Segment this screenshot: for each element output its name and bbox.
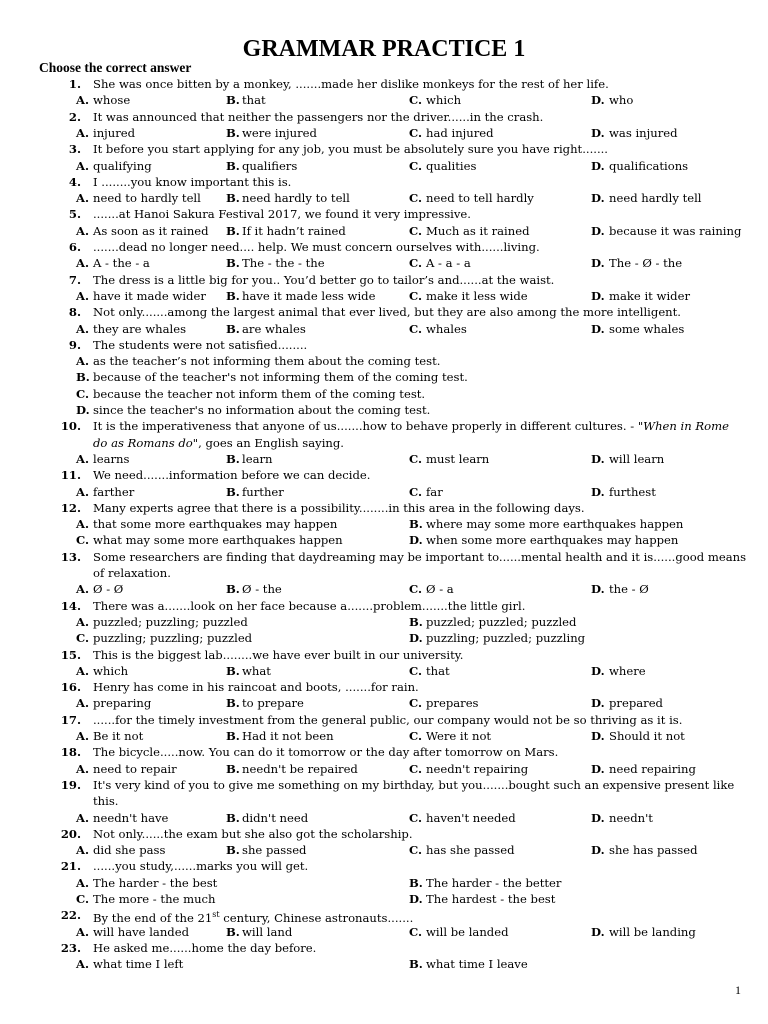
- option-letter: C.: [409, 484, 423, 499]
- option-letter: B.: [226, 321, 240, 336]
- option-letter: B.: [226, 810, 240, 825]
- option-letter: A.: [76, 517, 90, 532]
- option-text: puzzled; puzzling; puzzled: [93, 614, 248, 629]
- option-letter: C.: [409, 729, 423, 743]
- question-number: 15.: [60, 647, 81, 662]
- option-letter: B.: [226, 288, 240, 303]
- option-letter: C.: [409, 696, 423, 711]
- option-letter: B.: [409, 614, 423, 629]
- option-letter: D.: [409, 631, 423, 646]
- question-text: Many experts agree that there is a possibility........in this area in the following days.: [93, 500, 585, 515]
- option-letter: A.: [76, 321, 90, 336]
- option-text: haven't needed: [426, 810, 516, 825]
- option-text: which: [426, 93, 462, 108]
- option-text: make it wider: [609, 288, 690, 303]
- option-letter: A.: [76, 924, 90, 939]
- option-letter: A.: [76, 810, 90, 825]
- option-text: she passed: [242, 843, 307, 858]
- option-text: that some more earthquakes may happen: [93, 517, 338, 532]
- option-text: had injured: [426, 125, 494, 140]
- option-text: because of the teacher's not informing them of the coming test.: [93, 370, 468, 385]
- option-text: will be landing: [609, 924, 696, 939]
- option-letter: C.: [76, 631, 90, 646]
- option-text: that: [426, 663, 450, 678]
- option-text: have it made wider: [93, 288, 206, 303]
- option-text: furthest: [609, 484, 656, 499]
- question-number: 2.: [68, 109, 81, 124]
- option-letter: D.: [591, 93, 605, 108]
- option-text: she has passed: [609, 843, 698, 858]
- option-letter: C.: [409, 321, 423, 336]
- option-letter: A.: [76, 223, 90, 238]
- option-text: Ø - Ø: [93, 582, 124, 597]
- option-letter: B.: [226, 761, 240, 776]
- option-text: did she pass: [93, 843, 166, 858]
- option-text: farther: [93, 484, 135, 499]
- option-text: The harder - the better: [426, 875, 562, 890]
- option-letter: D.: [409, 892, 423, 906]
- option-text: further: [242, 484, 284, 499]
- option-text: make it less wide: [426, 288, 528, 303]
- question-number: 5.: [68, 207, 81, 222]
- option-text: need to repair: [93, 761, 177, 776]
- option-text: preparing: [93, 696, 152, 711]
- option-letter: D.: [591, 321, 605, 336]
- page-title: GRAMMAR PRACTICE 1: [242, 36, 526, 62]
- option-text: The hardest - the best: [426, 892, 556, 906]
- question-number: 12.: [60, 500, 81, 515]
- question-number: 18.: [60, 745, 81, 760]
- question-number: 22.: [60, 908, 81, 923]
- option-letter: A.: [76, 354, 90, 369]
- option-text: Be it not: [93, 729, 144, 743]
- option-text: needn't: [609, 810, 653, 825]
- question-number: 7.: [68, 272, 81, 287]
- option-letter: B.: [76, 370, 90, 385]
- option-letter: B.: [226, 484, 240, 499]
- option-text: Ø - a: [426, 582, 454, 597]
- option-letter: B.: [409, 517, 423, 532]
- option-letter: A.: [76, 761, 90, 776]
- question-number: 10.: [60, 419, 81, 434]
- question-text: It's very kind of you to give me something on my birthday, but you.......bought such an expensive present like: [93, 777, 735, 792]
- option-text: prepared: [609, 696, 663, 711]
- option-text: The more - the much: [93, 892, 216, 906]
- option-text: as the teacher’s not informing them about the coming test.: [93, 354, 441, 369]
- question-text: By the end of the 21st century, Chinese astronauts.......: [93, 910, 414, 926]
- question-text: ......you study,......marks you will get.: [93, 859, 309, 874]
- page-number: 1: [735, 983, 741, 997]
- option-letter: C.: [409, 843, 423, 858]
- option-letter: A.: [76, 957, 90, 972]
- option-letter: D.: [76, 403, 90, 417]
- option-letter: A.: [76, 582, 90, 597]
- option-letter: C.: [409, 451, 423, 466]
- option-text: qualifying: [93, 158, 152, 173]
- option-letter: C.: [409, 663, 423, 678]
- option-letter: A.: [76, 288, 90, 303]
- option-letter: B.: [226, 125, 240, 140]
- option-letter: C.: [76, 892, 90, 906]
- option-text: must learn: [426, 451, 490, 466]
- option-text: have it made less wide: [242, 288, 376, 303]
- question-number: 21.: [60, 859, 81, 874]
- option-letter: D.: [591, 582, 605, 597]
- option-letter: C.: [409, 810, 423, 825]
- option-text: need hardly tell: [609, 191, 702, 206]
- option-letter: D.: [591, 663, 605, 678]
- option-letter: B.: [409, 875, 423, 890]
- option-letter: D.: [591, 451, 605, 466]
- question-number: 9.: [68, 337, 81, 352]
- option-text: qualifications: [609, 158, 689, 173]
- question-text: The bicycle.....now. You can do it tomorrow or the day after tomorrow on Mars.: [93, 745, 559, 760]
- question-number: 13.: [60, 549, 81, 564]
- option-text: need to tell hardly: [426, 191, 534, 206]
- option-text: As soon as it rained: [93, 223, 209, 238]
- question-text: There was a.......look on her face because a.......problem.......the little girl.: [93, 598, 526, 613]
- option-text: needn't have: [93, 810, 169, 825]
- option-text: since the teacher's no information about the coming test.: [93, 403, 431, 417]
- option-letter: B.: [226, 191, 240, 206]
- question-text: He asked me......home the day before.: [93, 940, 317, 955]
- question-text: Henry has come in his raincoat and boots, .......for rain.: [93, 680, 419, 695]
- option-text: are whales: [242, 321, 306, 336]
- option-text: puzzling; puzzling; puzzled: [93, 631, 253, 646]
- question-number: 1.: [68, 77, 81, 91]
- option-letter: B.: [226, 451, 240, 466]
- option-text: will have landed: [93, 924, 189, 939]
- option-text: A - a - a: [426, 256, 471, 271]
- option-letter: D.: [591, 810, 605, 825]
- option-letter: B.: [226, 924, 240, 939]
- option-text: qualifiers: [242, 158, 298, 173]
- option-text: will be landed: [426, 924, 509, 939]
- option-text: need hardly to tell: [242, 191, 350, 206]
- question-text: It is the imperativeness that anyone of us.......how to behave properly in different cultures. - "When in Rome: [93, 419, 729, 434]
- option-letter: A.: [76, 256, 90, 271]
- section-heading: Choose the correct answer: [39, 60, 192, 75]
- option-letter: D.: [591, 158, 605, 173]
- question-text: I ........you know important this is.: [93, 174, 292, 189]
- option-text: has she passed: [426, 843, 515, 858]
- option-text: Should it not: [609, 729, 685, 743]
- option-letter: C.: [76, 533, 90, 548]
- option-text: because it was raining: [609, 223, 742, 238]
- option-letter: D.: [591, 843, 605, 858]
- option-text: need repairing: [609, 761, 696, 776]
- option-text: because the teacher not inform them of the coming test.: [93, 386, 426, 401]
- option-text: when some more earthquakes may happen: [426, 533, 679, 548]
- option-letter: C.: [409, 924, 423, 939]
- option-text: A - the - a: [93, 256, 150, 271]
- option-letter: B.: [226, 256, 240, 271]
- option-letter: B.: [226, 729, 240, 743]
- option-text: what time I leave: [426, 957, 528, 972]
- option-letter: D.: [591, 761, 605, 776]
- option-letter: D.: [591, 223, 605, 238]
- option-letter: A.: [76, 158, 90, 173]
- question-text: This is the biggest lab........we have ever built in our university.: [93, 647, 464, 662]
- option-text: The - Ø - the: [609, 256, 683, 271]
- option-letter: B.: [226, 158, 240, 173]
- question-text: Some researchers are finding that daydreaming may be important to......mental health and it is......good means: [93, 549, 747, 564]
- question-text: Not only......the exam but she also got the scholarship.: [93, 826, 413, 841]
- option-text: what: [242, 663, 271, 678]
- question-text: .......at Hanoi Sakura Festival 2017, we found it very impressive.: [93, 207, 471, 222]
- option-text: what time I left: [93, 957, 184, 972]
- question-text: It before you start applying for any job, you must be absolutely sure you have right.......: [93, 142, 608, 157]
- option-letter: A.: [76, 875, 90, 890]
- question-number: 4.: [68, 174, 81, 189]
- option-letter: D.: [591, 288, 605, 303]
- question-number: 20.: [60, 826, 81, 841]
- option-text: learn: [242, 451, 273, 466]
- option-letter: B.: [226, 582, 240, 597]
- option-text: which: [93, 663, 129, 678]
- option-letter: A.: [76, 191, 90, 206]
- question-text: of relaxation.: [93, 565, 171, 580]
- option-letter: A.: [76, 843, 90, 858]
- option-text: learns: [93, 451, 130, 466]
- option-letter: A.: [76, 614, 90, 629]
- question-number: 6.: [68, 240, 81, 254]
- option-letter: C.: [409, 158, 423, 173]
- option-text: The - the - the: [242, 256, 325, 271]
- option-letter: A.: [76, 125, 90, 140]
- option-text: who: [609, 93, 634, 108]
- option-text: Ø - the: [242, 582, 282, 597]
- option-text: what may some more earthquakes happen: [93, 533, 343, 548]
- option-letter: A.: [76, 663, 90, 678]
- option-letter: A.: [76, 729, 90, 743]
- option-letter: D.: [591, 256, 605, 271]
- option-text: that: [242, 93, 266, 108]
- option-text: If it hadn’t rained: [242, 223, 346, 238]
- option-letter: B.: [409, 957, 423, 972]
- option-letter: B.: [226, 663, 240, 678]
- option-letter: C.: [409, 93, 423, 108]
- option-letter: C.: [409, 761, 423, 776]
- option-letter: B.: [226, 93, 240, 108]
- option-text: where may some more earthquakes happen: [426, 517, 684, 532]
- option-letter: C.: [409, 582, 423, 597]
- question-number: 14.: [60, 598, 81, 613]
- option-letter: D.: [591, 125, 605, 140]
- question-text: this.: [93, 794, 119, 809]
- option-text: far: [426, 484, 443, 499]
- option-letter: D.: [591, 729, 605, 743]
- question-number: 19.: [60, 777, 81, 792]
- question-number: 17.: [60, 712, 81, 727]
- option-letter: A.: [76, 696, 90, 711]
- option-letter: A.: [76, 93, 90, 108]
- option-text: need to hardly tell: [93, 191, 201, 206]
- question-number: 8.: [68, 305, 81, 320]
- option-letter: D.: [591, 191, 605, 206]
- option-letter: D.: [591, 484, 605, 499]
- question-text: She was once bitten by a monkey, .......made her dislike monkeys for the rest of her life.: [93, 77, 609, 91]
- option-letter: C.: [409, 125, 423, 140]
- option-text: Much as it rained: [426, 223, 530, 238]
- option-text: were injured: [242, 125, 317, 140]
- question-text: ......for the timely investment from the general public, our company would not be so thriving as it is.: [93, 712, 683, 727]
- option-text: needn't repairing: [426, 761, 529, 776]
- option-text: needn't be repaired: [242, 761, 358, 776]
- option-text: was injured: [609, 125, 678, 140]
- question-text: .......dead no longer need.... help. We must concern ourselves with......living.: [93, 240, 540, 254]
- option-text: whose: [93, 93, 131, 108]
- question-text: Not only.......among the largest animal that ever lived, but they are also among the more intelligent.: [93, 305, 681, 320]
- option-text: The harder - the best: [93, 875, 218, 890]
- option-text: will land: [242, 924, 293, 939]
- option-text: prepares: [426, 696, 479, 711]
- option-text: they are whales: [93, 321, 187, 336]
- option-letter: D.: [591, 924, 605, 939]
- option-text: Were it not: [426, 729, 492, 743]
- option-letter: C.: [409, 223, 423, 238]
- option-letter: C.: [409, 256, 423, 271]
- option-text: qualities: [426, 158, 477, 173]
- option-text: the - Ø: [609, 582, 649, 597]
- option-letter: D.: [409, 533, 423, 548]
- option-letter: A.: [76, 451, 90, 466]
- question-text: We need.......information before we can decide.: [93, 468, 371, 483]
- option-text: where: [609, 663, 646, 678]
- option-text: didn't need: [242, 810, 309, 825]
- option-text: some whales: [609, 321, 685, 336]
- option-letter: D.: [591, 696, 605, 711]
- question-text: The students were not satisfied........: [93, 337, 308, 352]
- option-letter: B.: [226, 223, 240, 238]
- question-number: 16.: [60, 680, 81, 695]
- option-text: to prepare: [242, 696, 304, 711]
- question-text: do as Romans do", goes an English saying.: [93, 435, 344, 450]
- option-letter: C.: [76, 386, 90, 401]
- option-letter: A.: [76, 484, 90, 499]
- option-letter: C.: [409, 288, 423, 303]
- option-letter: B.: [226, 696, 240, 711]
- option-text: puzzling; puzzled; puzzling: [426, 631, 586, 646]
- option-text: injured: [93, 125, 136, 140]
- question-text: The dress is a little big for you.. You’d better go to tailor’s and......at the waist.: [93, 272, 555, 287]
- option-text: whales: [426, 321, 467, 336]
- question-number: 11.: [60, 468, 81, 483]
- option-letter: C.: [409, 191, 423, 206]
- option-text: will learn: [609, 451, 665, 466]
- question-number: 3.: [68, 142, 81, 157]
- question-number: 23.: [60, 940, 81, 955]
- question-text: It was announced that neither the passengers nor the driver......in the crash.: [93, 109, 544, 124]
- option-letter: B.: [226, 843, 240, 858]
- option-text: Had it not been: [242, 729, 334, 743]
- option-text: puzzled; puzzled; puzzled: [426, 614, 577, 629]
